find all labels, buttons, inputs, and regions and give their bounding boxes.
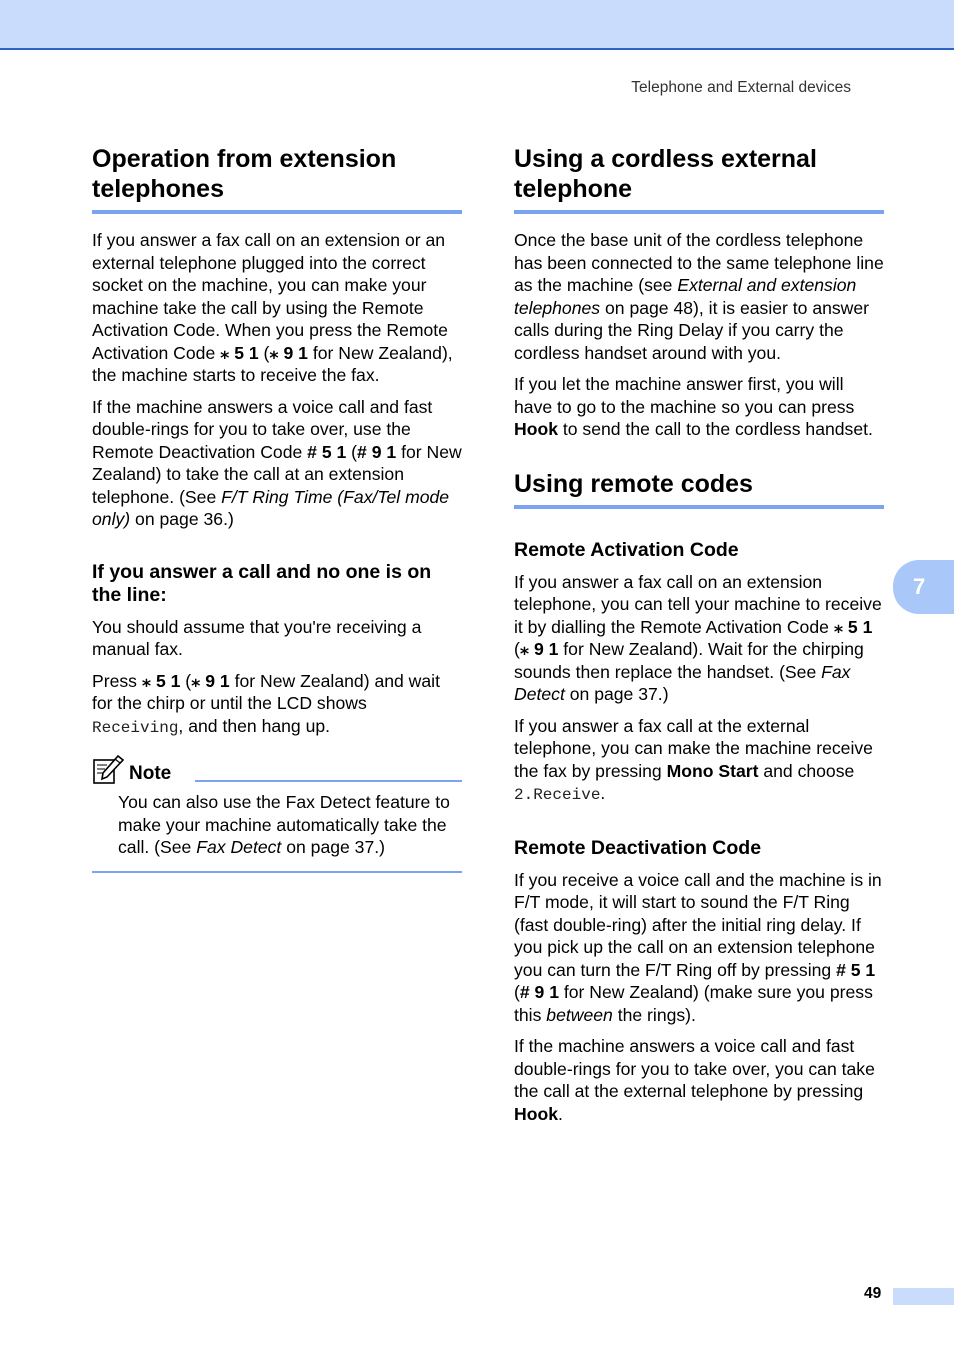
- subheading-remote-activation: Remote Activation Code: [514, 538, 739, 561]
- page-number-tab: [893, 1288, 954, 1305]
- right-column: [514, 144, 884, 1134]
- text-run: on page 48), it is easier to answer calls during the Ring Delay if you carry the cordless handset around with you.: [514, 297, 870, 363]
- italic-text: Fax Detect: [514, 661, 851, 704]
- chapter-number: 7: [913, 574, 926, 599]
- italic-text: External and extension telephones: [514, 275, 857, 318]
- paragraph: [514, 229, 884, 364]
- text-run: (: [346, 441, 358, 462]
- text-run: for New Zealand) and wait for the chirp or until the LCD shows: [92, 670, 440, 713]
- text-run: to send the call to the cordless handset.: [557, 419, 873, 439]
- text-run: If the machine answers a voice call and fast double-rings for you to take over, you can take the call at the external telephone by pressing: [514, 1036, 875, 1101]
- paragraph: [92, 616, 462, 661]
- text-run: If you answer a fax call on an extension or an external telephone plugged into the correct socket on the machine, you can make your machine take the call by using the Remote Activation Code. When you press the Remote Activation Code: [92, 230, 448, 363]
- note-rule: [195, 780, 462, 782]
- text-run: for New Zealand) to take the call at an extension telephone. (See: [92, 441, 462, 507]
- text-run: If you answer a fax call at the external telephone, you can make the machine receive the fax by pressing: [514, 715, 873, 781]
- left-column: [92, 144, 462, 873]
- top-header-band: [0, 0, 954, 50]
- bold-text: ⁎ 5 1: [220, 342, 259, 363]
- text-run: .: [600, 783, 606, 803]
- text-run: You can also use the Fax Detect feature to make your machine automatically take the call. (See: [118, 792, 450, 857]
- text-run: You should assume that you're receiving a manual fax.: [92, 616, 422, 659]
- text-run: If you receive a voice call and the machine is in F/T mode, it will start to sound the F/T Ring (fast double-ring) after the initial ring delay. If you pick up the call on an extension telephone you can turn the F/T Ring off by pressing: [514, 869, 882, 980]
- text-run: for New Zealand). Wait for the chirping sounds then replace the handset. (See: [514, 639, 864, 682]
- bold-text: ⁎ 9 1: [191, 670, 230, 691]
- text-run: If you let the machine answer first, you will have to go to the machine so you can press: [514, 374, 855, 417]
- text-run: .: [557, 1103, 563, 1124]
- note-box: [92, 753, 462, 873]
- bold-text: ⁎ 5 1: [833, 616, 873, 637]
- heading-remote-codes: Using remote codes: [514, 469, 884, 509]
- italic-text: F/T Ring Time (Fax/Tel mode only): [92, 486, 450, 529]
- subheading-remote-deactivation: Remote Deactivation Code: [514, 836, 762, 859]
- text-run: and choose: [758, 760, 855, 781]
- page-number: 49: [864, 1285, 882, 1302]
- text-run: Once the base unit of the cordless telephone has been connected to the same telephone line as the machine (see: [514, 230, 884, 295]
- text-run: on page 37.): [564, 684, 669, 704]
- text-run: the rings).: [612, 1004, 696, 1025]
- italic-text: between: [546, 1004, 613, 1025]
- text-run: on page 36.): [130, 509, 234, 529]
- heading-cordless-telephone: Using a cordless external telephone: [514, 144, 884, 214]
- text-run: (: [180, 670, 192, 691]
- paragraph: [514, 715, 884, 807]
- text-run: on page 37.): [281, 837, 386, 857]
- bold-text: Mono Start: [666, 760, 759, 781]
- note-header: [92, 753, 462, 785]
- bold-text: Hook: [514, 1103, 558, 1124]
- heading-operation-extension: Operation from extension telephones: [92, 144, 462, 214]
- bold-text: ⁎ 9 1: [519, 639, 559, 659]
- paragraph: [92, 396, 462, 531]
- italic-text: Fax Detect: [196, 837, 282, 857]
- bold-text: # 5 1: [836, 959, 876, 980]
- text-run: (: [258, 342, 270, 363]
- note-text: [118, 791, 462, 859]
- paragraph: [514, 571, 884, 706]
- text-run: If you answer a fax call on an extension telephone, you can tell your machine to receive it by dialling the Remote Activation Code: [514, 571, 882, 637]
- paragraph: [92, 670, 462, 740]
- paragraph: [514, 1035, 884, 1125]
- running-header: Telephone and External devices: [631, 79, 851, 96]
- note-pencil-icon: [92, 755, 124, 785]
- bold-text: # 9 1: [357, 441, 397, 462]
- text-run: Press: [92, 670, 142, 691]
- subheading-no-one-on-line: If you answer a call and no one is on the line:: [92, 560, 432, 606]
- text-run: for New Zealand) (make sure you press this: [514, 982, 873, 1025]
- paragraph: [514, 373, 884, 441]
- paragraph: [92, 229, 462, 387]
- text-run: , and then hang up.: [178, 715, 331, 736]
- note-title: Note: [129, 763, 172, 784]
- lcd-text: Receiving: [92, 718, 179, 737]
- note-body: [92, 791, 462, 859]
- bold-text: # 9 1: [519, 982, 559, 1002]
- text-run: (: [514, 639, 520, 659]
- bold-text: ⁎ 9 1: [269, 342, 308, 363]
- text-run: (: [514, 982, 520, 1002]
- chapter-tab: [893, 560, 954, 614]
- bold-text: Hook: [514, 419, 558, 439]
- text-run: for New Zealand), the machine starts to receive the fax.: [92, 342, 453, 385]
- bold-text: ⁎ 5 1: [141, 670, 181, 691]
- paragraph: [514, 869, 884, 1027]
- text-run: If the machine answers a voice call and fast double-rings for you to take over, use the Remote Deactivation Code: [92, 396, 433, 462]
- lcd-text: 2.Receive: [514, 786, 601, 804]
- bold-text: # 5 1: [307, 441, 347, 462]
